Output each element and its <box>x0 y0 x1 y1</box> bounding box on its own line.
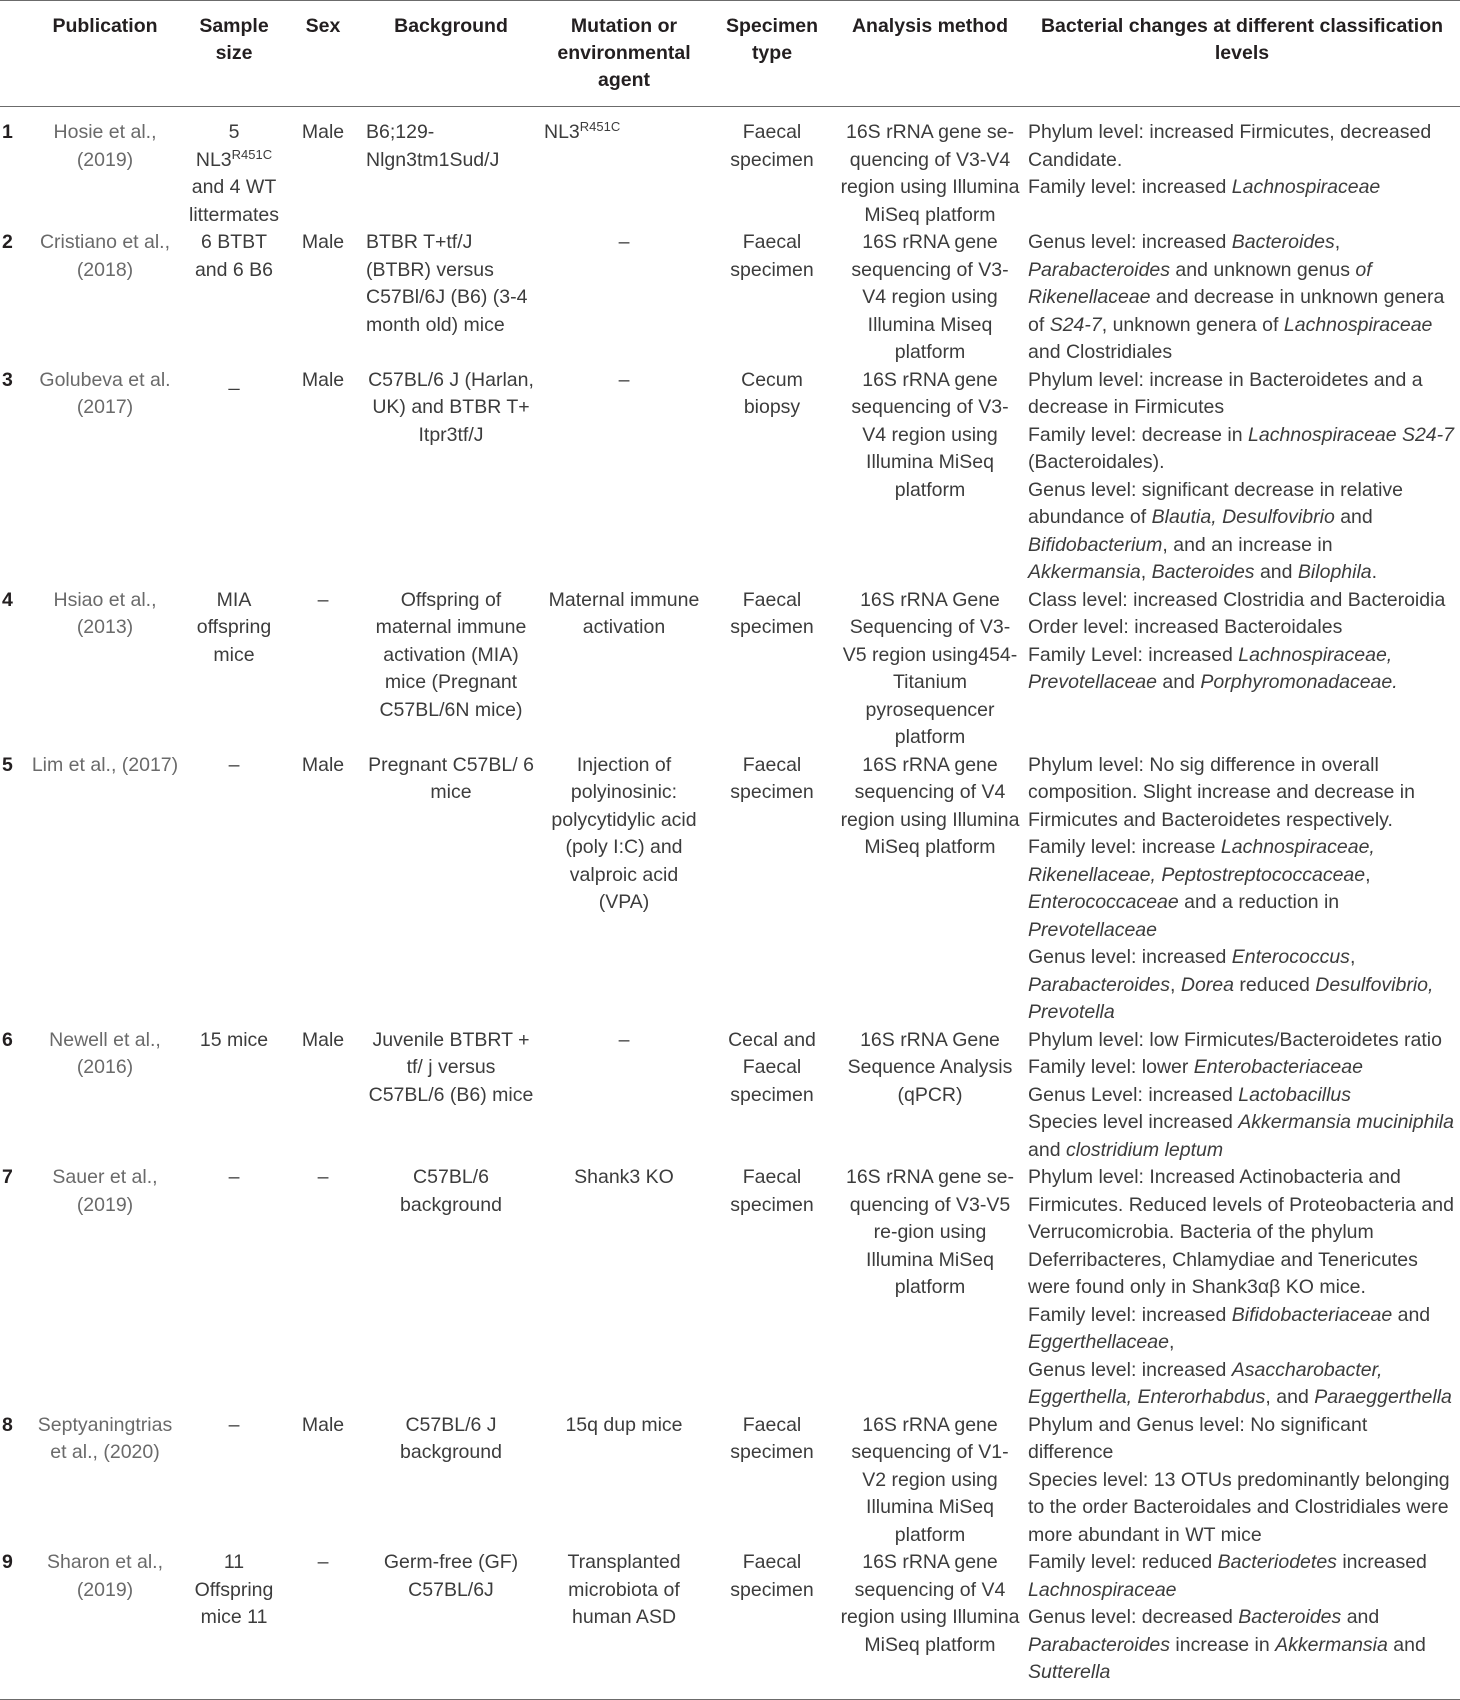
row-number: 9 <box>0 1549 26 1699</box>
col-sample-size: Sample size <box>184 1 284 107</box>
sample-size-cell: 5 $NL3^{R451C}$ and 4 WT littermates <box>189 121 279 226</box>
specimen-cell: Cecal and Faecal specimen <box>728 1028 816 1106</box>
row-number: 1 <box>2 121 13 143</box>
specimen-cell: Cecum biopsy <box>741 368 803 418</box>
mutation-cell: Injection of polyinosinic: polycytidylic acid (poly I:C) and valproic acid (VPA) <box>551 753 697 913</box>
table-row <box>0 229 1460 367</box>
background-cell: Germ-free (GF) C57BL/6J <box>362 1549 540 1699</box>
sex-cell: Male <box>301 121 345 143</box>
row-number: 8 <box>2 1413 13 1436</box>
row-number: 2 <box>2 231 13 253</box>
changes-cell: Phylum and Genus level: No significant difference Species level: 13 OTUs predominantly belonging to the order Bacteroidales and Clostridiales were more abundant in WT mice <box>1028 1413 1450 1546</box>
changes-cell: Phylum level: No sig difference in overall composition. Slight increase and decrease in Firmicutes and Bacteroidetes respectively. Family level: increase Lachnospiraceae, Rikenellaceae, Peptostreptococcaceae, Enterococcaceae and a reduction in Prevotellaceae Genus level: increased Enterococcus, Parabacteroides, Dorea reduced Desulfovibrio, Prevotella <box>1028 753 1434 1023</box>
sex-cell: Male <box>301 753 345 776</box>
changes-cell: Phylum level: low Firmicutes/Bacteroidetes ratio Family level: lower Enterobacteriaceae Genus Level: increased Lactobacillus Species level increased Akkermansia muciniphila and clostridium leptum <box>1028 1028 1454 1161</box>
col-number <box>0 1 26 107</box>
background-cell: Offspring of maternal immune activation (MIA) mice (Pregnant C57BL/6N mice) <box>375 588 527 721</box>
header-row <box>0 1 1460 107</box>
method-cell: 16S rRNA gene sequencing of V3-V4 region using Illumina Miseq platform <box>851 231 1009 363</box>
row-number: 6 <box>2 1028 13 1051</box>
mutation-cell: Transplanted microbiota of human ASD <box>540 1549 708 1699</box>
table-row <box>0 752 1460 1027</box>
row-number: 4 <box>2 588 13 611</box>
table-row <box>0 587 1460 752</box>
background-cell: Juvenile BTBRT + tf/ j versus C57BL/6 (B6) mice <box>368 1028 534 1106</box>
background-cell: C57BL/6 J background <box>400 1413 502 1463</box>
col-bacterial-changes: Bacterial changes at different classification levels <box>1024 1 1460 107</box>
publication-cell: Hosie et al., (2019) <box>53 121 157 171</box>
sex-cell: – <box>317 1166 329 1188</box>
mutation-cell: Maternal immune activation <box>548 588 700 638</box>
changes-cell: Genus level: increased Bacteroides, Parabacteroides and unknown genus of Rikenellaceae and decrease in unknown genera of S24-7, unknown genera of Lachnospiraceae and Clostridiales <box>1028 231 1445 363</box>
sample-size-cell: MIA offspring mice <box>196 588 272 666</box>
sample-size-cell: _ <box>228 368 240 391</box>
publication-cell: Sauer et al., (2019) <box>52 1166 158 1216</box>
row-number: 5 <box>2 753 13 776</box>
background-cell: C57BL/6 background <box>400 1166 502 1216</box>
sex-cell: Male <box>301 1028 345 1051</box>
table-row <box>0 1027 1460 1165</box>
publication-cell: Septyaningtrias et al., (2020) <box>37 1413 173 1463</box>
col-mutation: Mutation or environmental agent <box>540 1 708 107</box>
mutation-cell: $NL3^{R451C}$ <box>544 119 621 143</box>
mutation-cell: – <box>618 1028 630 1051</box>
specimen-cell: Faecal specimen <box>708 1549 836 1699</box>
table-row <box>0 1164 1460 1412</box>
row-number: 7 <box>2 1166 13 1188</box>
sex-cell: Male <box>301 1413 345 1436</box>
publication-cell: Hsiao et al., (2013) <box>53 588 157 638</box>
col-background: Background <box>362 1 540 107</box>
background-cell: B6;129-Nlgn3tm1Sud/J <box>366 121 500 171</box>
publication-cell: Lim et al., (2017) <box>31 753 179 776</box>
method-cell: 16S rRNA gene se-quencing of V3-V4 region using Illumina MiSeq platform <box>840 121 1020 226</box>
background-cell: Pregnant C57BL/ 6 mice <box>368 753 534 803</box>
changes-cell: Phylum level: increased Firmicutes, decreased Candidate. Family level: increased Lachnospiraceae <box>1028 121 1432 198</box>
table-body <box>0 107 1460 1700</box>
col-analysis-method: Analysis method <box>836 1 1024 107</box>
changes-cell: Phylum level: Increased Actinobacteria and Firmicutes. Reduced levels of Proteobacteria and Verrucomicrobia. Bacteria of the phylum Deferribacteres, Chlamydiae and Tenericutes were found only in Shank3αβ KO mice. Family level: increased Bifidobacteriaceae and Eggerthellaceae, Genus level: increased Asaccharobacter, Eggerthella, Enterorhabdus, and Paraeggerthella <box>1028 1166 1454 1408</box>
sex-cell: – <box>284 1549 362 1699</box>
sex-cell: Male <box>301 231 345 253</box>
specimen-cell: Faecal specimen <box>730 1166 814 1216</box>
sample-size-cell: 6 BTBT and 6 B6 <box>194 231 274 281</box>
table-row <box>0 367 1460 587</box>
method-cell: 16S rRNA gene sequencing of V1-V2 region using Illumina MiSeq platform <box>851 1413 1009 1546</box>
changes-cell: Class level: increased Clostridia and Bacteroidia Order level: increased Bacteroidales Family Level: increased Lachnospiraceae, Prevotellaceae and Porphyromonadaceae. <box>1028 588 1446 693</box>
publication-cell: Sharon et al., (2019) <box>26 1549 184 1699</box>
col-sex: Sex <box>284 1 362 107</box>
sex-cell: Male <box>301 368 345 391</box>
sample-size-cell: – <box>228 1413 240 1436</box>
method-cell: 16S rRNA gene se-quencing of V3-V5 re-gion using Illumina MiSeq platform <box>845 1166 1014 1298</box>
background-cell: BTBR T+tf/J (BTBR) versus C57Bl/6J (B6) (3-4 month old) mice <box>366 231 528 336</box>
publication-cell: Golubeva et al. (2017) <box>39 368 171 418</box>
table-row <box>0 1549 1460 1699</box>
changes-cell: Phylum level: increase in Bacteroidetes and a decrease in Firmicutes Family level: decrease in Lachnospiraceae S24-7 (Bacteroidales). Genus level: significant decrease in relative abundance of Blautia, Desulfovibrio and Bifidobacterium, and an increase in Akkermansia, Bacteroides and Bilophila. <box>1028 368 1454 583</box>
mutation-cell: – <box>618 368 630 391</box>
specimen-cell: Faecal specimen <box>730 588 814 638</box>
specimen-cell: Faecal specimen <box>730 121 814 171</box>
table-row <box>0 1412 1460 1550</box>
method-cell: 16S rRNA Gene Sequence Analysis (qPCR) <box>847 1028 1013 1106</box>
method-cell: 16S rRNA Gene Sequencing of V3-V5 region using454-Titanium pyrosequencer platform <box>842 588 1018 748</box>
sample-size-cell: 15 mice <box>199 1028 269 1051</box>
col-specimen-type: Specimen type <box>708 1 836 107</box>
publication-cell: Newell et al., (2016) <box>49 1028 161 1078</box>
row-number: 3 <box>2 368 13 391</box>
specimen-cell: Faecal specimen <box>730 753 814 803</box>
table-header <box>0 1 1460 107</box>
specimen-cell: Faecal specimen <box>730 231 814 281</box>
specimen-cell: Faecal specimen <box>730 1413 814 1463</box>
sample-size-cell: – <box>228 1166 240 1188</box>
sample-size-cell: – <box>228 753 240 776</box>
method-cell: 16S rRNA gene sequencing of V4 region using Illumina MiSeq platform <box>840 753 1020 858</box>
sex-cell: – <box>317 588 329 611</box>
publication-cell: Cristiano et al., (2018) <box>39 231 171 281</box>
col-publication: Publication <box>26 1 184 107</box>
sample-size-cell: 11 Offspring mice 11 <box>184 1549 284 1699</box>
table-row <box>0 107 1460 230</box>
background-cell: C57BL/6 J (Harlan, UK) and BTBR T+ Itpr3tf/J <box>368 368 534 446</box>
mutation-cell: – <box>618 231 630 253</box>
changes-cell: Family level: reduced Bacteriodetes increased Lachnospiraceae Genus level: decreased Bacteroides and Parabacteroides increase in Akkermansia and Sutterella <box>1024 1549 1460 1699</box>
method-cell: 16S rRNA gene sequencing of V3-V4 region using Illumina MiSeq platform <box>851 368 1009 501</box>
mutation-cell: 15q dup mice <box>565 1413 683 1436</box>
mutation-cell: Shank3 KO <box>574 1166 674 1188</box>
method-cell: 16S rRNA gene sequencing of V4 region using Illumina MiSeq platform <box>836 1549 1024 1699</box>
